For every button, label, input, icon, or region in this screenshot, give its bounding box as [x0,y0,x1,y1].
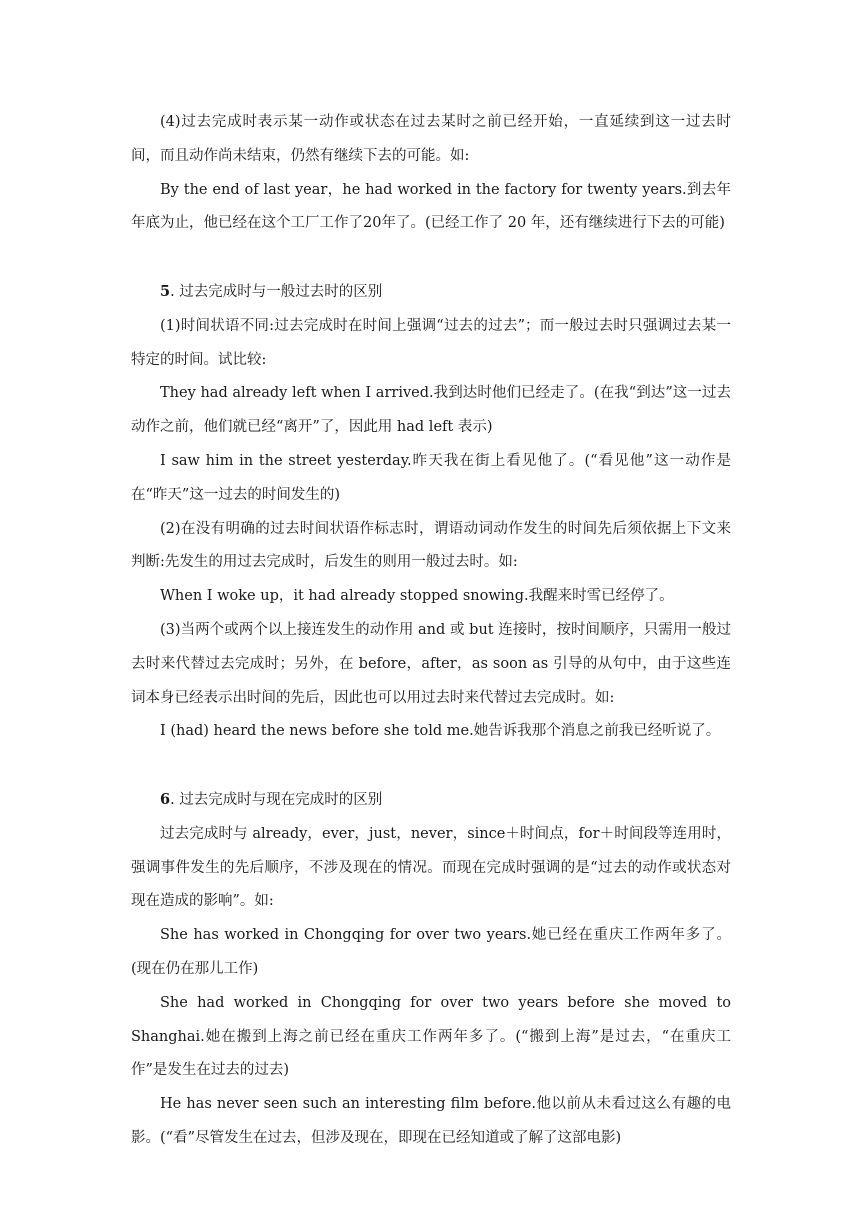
section5-title: . 过去完成时与一般过去时的区别 [170,283,383,300]
section5-rule1: (1)时间状语不同:过去完成时在时间上强调“过去的过去”；而一般过去时只强调过去某一特定的时间。试比较: [131,317,731,368]
document-page [131,106,731,1156]
section5-number: 5 [160,282,171,300]
section-spacer [131,241,731,275]
section6-example3: He has never seen such an interesting film before.他以前从未看过这么有趣的电影。(“看”尽管发生在过去，但涉及现在，即现在已经知道或了解了这部电影) [131,1096,731,1146]
section-spacer [131,749,731,783]
section5-rule3: (3)当两个或两个以上接连发生的动作用 and 或 but 连接时，按时间顺序，只需用一般过去时来代替过去完成时；另外，在 before，after，as soon as 引导的从句中，由于这些连词本身已经表示出时间的先后，因此也可以用过去时来代替过去完成时。如: [131,621,731,706]
section5-example2: I saw him in the street yesterday.昨天我在街上看见他了。(“看见他”这一动作是在“昨天”这一过去的时间发生的) [131,452,731,503]
section6-number: 6 [160,790,171,808]
section5-heading [131,275,731,310]
section6-example1: She has worked in Chongqing for over two years.她已经在重庆工作两年多了。(现在仍在那儿工作) [131,927,731,977]
section5-example3: When I woke up，it had already stopped snowing.我醒来时雪已经停了。 [160,588,674,605]
section5-rule2: (2)在没有明确的过去时间状语作标志时，谓语动词动作发生的时间先后须依据上下文来判断:先发生的用过去完成时，后发生的则用一般过去时。如: [131,520,731,571]
section6-heading [131,783,731,818]
section6-rule: 过去完成时与 already，ever，just，never，since＋时间点，for＋时间段等连用时，强调事件发生的先后顺序，不涉及现在的情况。而现在完成时强调的是“过去的动作或状态对现在造成的影响”。如: [131,825,731,910]
section4-rule: (4)过去完成时表示某一动作或状态在过去某时之前已经开始，一直延续到这一过去时间，而且动作尚未结束，仍然有继续下去的可能。如: [131,114,731,164]
section6-title: . 过去完成时与现在完成时的区别 [170,791,383,808]
section5-example1: They had already left when I arrived.我到达时他们已经走了。(在我“到达”这一过去动作之前，他们就已经“离开”了，因此用 had left 表示) [131,385,731,436]
section6-example2: She had worked in Chongqing for over two years before she moved to Shanghai.她在搬到上海之前已经在重庆工作两年多了。(“搬到上海”是过去，“在重庆工作”是发生在过去的过去) [131,994,731,1079]
section4-example: By the end of last year，he had worked in the factory for twenty years.到去年年底为止，他已经在这个工厂工作了20年了。(已经工作了 20 年，还有继续进行下去的可能) [131,181,731,232]
section5-example4: I (had) heard the news before she told me.她告诉我那个消息之前我已经听说了。 [160,723,721,740]
